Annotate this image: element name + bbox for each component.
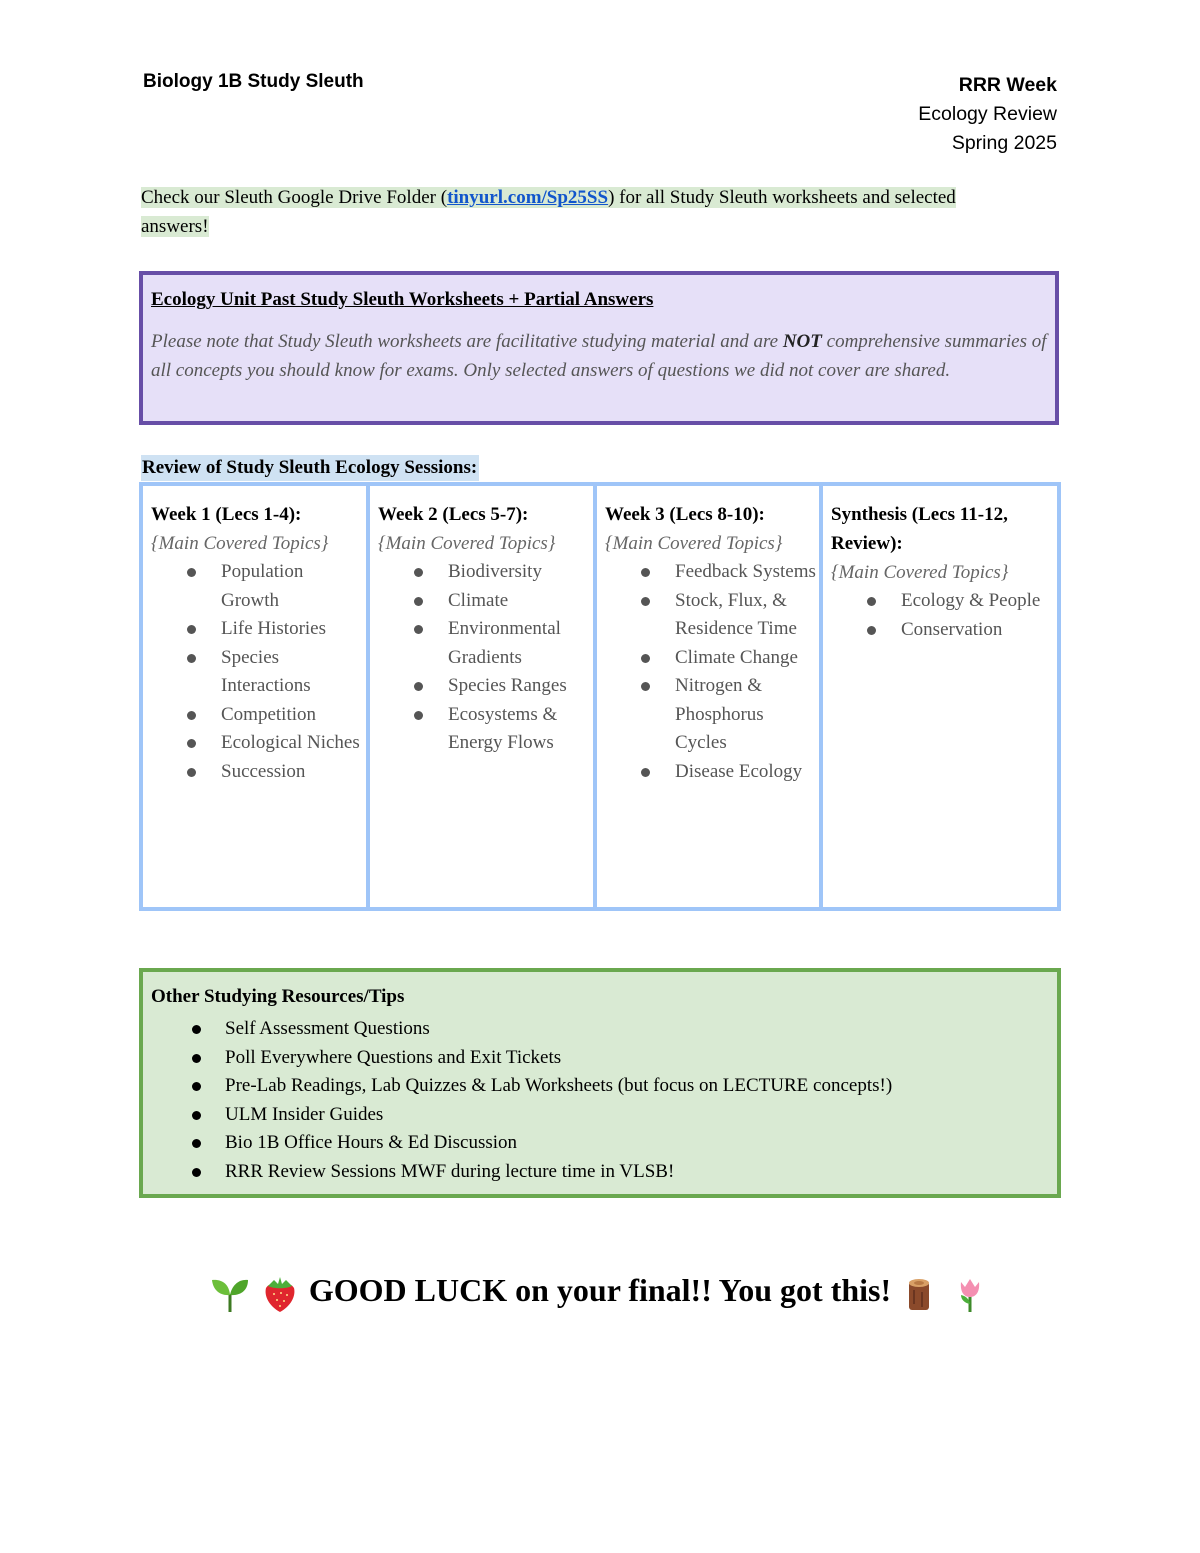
topic-item bbox=[151, 729, 366, 758]
topic-label: Life Histories bbox=[221, 618, 327, 639]
topic-item bbox=[378, 672, 593, 701]
week-heading: Synthesis (Lecs 11-12, Review): bbox=[831, 504, 1008, 554]
header-week: RRR Week bbox=[958, 74, 1057, 96]
bullet-icon bbox=[414, 625, 423, 634]
topic-item bbox=[151, 758, 366, 787]
past-worksheets-title[interactable]: Ecology Unit Past Study Sleuth Worksheets + Partial Answers bbox=[151, 289, 654, 310]
topic-label: Ecology & People bbox=[901, 590, 1041, 611]
resource-item bbox=[151, 1158, 1051, 1187]
notice-text-before: Check our Sleuth Google Drive Folder ( bbox=[141, 187, 448, 208]
bullet-icon bbox=[414, 568, 423, 577]
resource-label: Pre-Lab Readings, Lab Quizzes & Lab Worksheets (but focus on LECTURE concepts!) bbox=[225, 1075, 893, 1097]
bullet-icon bbox=[187, 568, 196, 577]
topic-label: Ecosystems & Energy Flows bbox=[448, 703, 558, 753]
wood-log-icon bbox=[900, 1274, 940, 1314]
bullet-icon bbox=[867, 626, 876, 635]
topic-item bbox=[378, 615, 593, 672]
bullet-icon bbox=[187, 625, 196, 634]
topic-item bbox=[151, 701, 366, 730]
bullet-icon bbox=[187, 768, 196, 777]
resource-item bbox=[151, 1072, 1051, 1101]
bullet-icon bbox=[187, 711, 196, 720]
week-subheading: {Main Covered Topics} bbox=[831, 562, 1009, 583]
topic-label: Species Interactions bbox=[221, 646, 311, 696]
topic-label: Succession bbox=[221, 760, 306, 782]
week-heading: Week 3 (Lecs 8-10): bbox=[605, 504, 765, 525]
topic-item bbox=[378, 701, 593, 758]
week-subheading: {Main Covered Topics} bbox=[605, 533, 783, 554]
strawberry-icon bbox=[260, 1274, 300, 1314]
bullet-icon bbox=[192, 1111, 201, 1120]
bullet-icon bbox=[414, 682, 423, 691]
week-subheading: {Main Covered Topics} bbox=[378, 533, 556, 554]
topic-item bbox=[605, 672, 819, 758]
bullet-icon bbox=[192, 1025, 201, 1034]
topic-label: Environmental Gradients bbox=[448, 618, 561, 668]
resource-label: Bio 1B Office Hours & Ed Discussion bbox=[225, 1132, 518, 1154]
week-column bbox=[370, 486, 597, 907]
week-column bbox=[143, 486, 370, 907]
week-column bbox=[823, 486, 1057, 907]
resource-item bbox=[151, 1044, 1051, 1073]
topic-item bbox=[151, 558, 366, 615]
topic-label: Disease Ecology bbox=[675, 760, 803, 782]
topic-label: Climate bbox=[448, 589, 509, 611]
topic-label: Population Growth bbox=[221, 561, 304, 611]
note-emphasis: NOT bbox=[782, 331, 822, 352]
past-worksheets-box bbox=[139, 271, 1059, 425]
week-heading: Week 2 (Lecs 5-7): bbox=[378, 504, 529, 525]
bullet-icon bbox=[641, 597, 650, 606]
seedling-icon bbox=[210, 1274, 250, 1314]
topic-item bbox=[151, 644, 366, 701]
topic-item bbox=[151, 615, 366, 644]
topic-label: Climate Change bbox=[675, 646, 798, 668]
topic-list bbox=[378, 558, 593, 758]
topic-label: Feedback Systems bbox=[675, 561, 816, 582]
week-heading: Week 1 (Lecs 1-4): bbox=[151, 504, 302, 525]
header-subject: Ecology Review bbox=[918, 103, 1057, 125]
topic-label: Ecological Niches bbox=[221, 732, 360, 753]
bullet-icon bbox=[192, 1168, 201, 1177]
past-worksheets-note bbox=[151, 327, 1051, 385]
bullet-icon bbox=[192, 1139, 201, 1148]
bullet-icon bbox=[187, 654, 196, 663]
week-column bbox=[597, 486, 823, 907]
good-luck-message bbox=[0, 1272, 1200, 1314]
bullet-icon bbox=[641, 568, 650, 577]
week-subheading: {Main Covered Topics} bbox=[151, 533, 329, 554]
header-right-block bbox=[918, 71, 1057, 158]
header-term: Spring 2025 bbox=[951, 132, 1057, 154]
bullet-icon bbox=[641, 654, 650, 663]
topic-list bbox=[831, 587, 1057, 644]
topic-list bbox=[605, 558, 819, 786]
notice-text-after: ) for all Study Sleuth worksheets and selected answers! bbox=[141, 187, 956, 237]
topic-label: Species Ranges bbox=[448, 675, 567, 696]
good-luck-text: GOOD LUCK on your final!! You got this! bbox=[308, 1272, 892, 1308]
tulip-icon bbox=[950, 1274, 990, 1314]
topic-item bbox=[378, 558, 593, 587]
drive-folder-notice bbox=[141, 184, 1011, 241]
bullet-icon bbox=[414, 711, 423, 720]
review-sessions-title: Review of Study Sleuth Ecology Sessions: bbox=[141, 455, 479, 481]
sessions-table bbox=[139, 482, 1061, 911]
note-text-after: comprehensive summaries of all concepts you should know for exams. Only selected answers of questions we did not cover are shared. bbox=[151, 331, 1047, 381]
topic-label: Conservation bbox=[901, 618, 1003, 640]
resources-title: Other Studying Resources/Tips bbox=[151, 986, 405, 1007]
resources-box bbox=[139, 968, 1061, 1198]
topic-item bbox=[605, 758, 819, 787]
bullet-icon bbox=[414, 597, 423, 606]
drive-folder-link[interactable]: tinyurl.com/Sp25SS bbox=[447, 187, 609, 208]
topic-label: Stock, Flux, & Residence Time bbox=[675, 589, 797, 639]
topic-item bbox=[378, 587, 593, 616]
resource-item bbox=[151, 1101, 1051, 1130]
bullet-icon bbox=[192, 1082, 201, 1091]
topic-label: Nitrogen & Phosphorus Cycles bbox=[675, 675, 764, 753]
bullet-icon bbox=[641, 682, 650, 691]
note-text-before: Please note that Study Sleuth worksheets are facilitative studying material and are bbox=[151, 331, 783, 352]
topic-list bbox=[151, 558, 366, 786]
topic-label: Competition bbox=[221, 703, 316, 725]
topic-item bbox=[605, 558, 819, 587]
topic-label: Biodiversity bbox=[448, 561, 542, 582]
bullet-icon bbox=[187, 739, 196, 748]
resource-item bbox=[151, 1129, 1051, 1158]
bullet-icon bbox=[641, 768, 650, 777]
bullet-icon bbox=[867, 597, 876, 606]
topic-item bbox=[605, 644, 819, 673]
document-title: Biology 1B Study Sleuth bbox=[143, 71, 364, 92]
topic-item bbox=[831, 587, 1057, 616]
topic-item bbox=[831, 616, 1057, 645]
bullet-icon bbox=[192, 1054, 201, 1063]
resource-item bbox=[151, 1015, 1051, 1044]
topic-item bbox=[605, 587, 819, 644]
resource-label: RRR Review Sessions MWF during lecture time in VLSB! bbox=[225, 1160, 675, 1182]
resource-label: Self Assessment Questions bbox=[225, 1018, 430, 1039]
resource-label: ULM Insider Guides bbox=[225, 1103, 384, 1125]
resource-label: Poll Everywhere Questions and Exit Tickets bbox=[225, 1046, 562, 1068]
resources-list bbox=[151, 1015, 1051, 1187]
